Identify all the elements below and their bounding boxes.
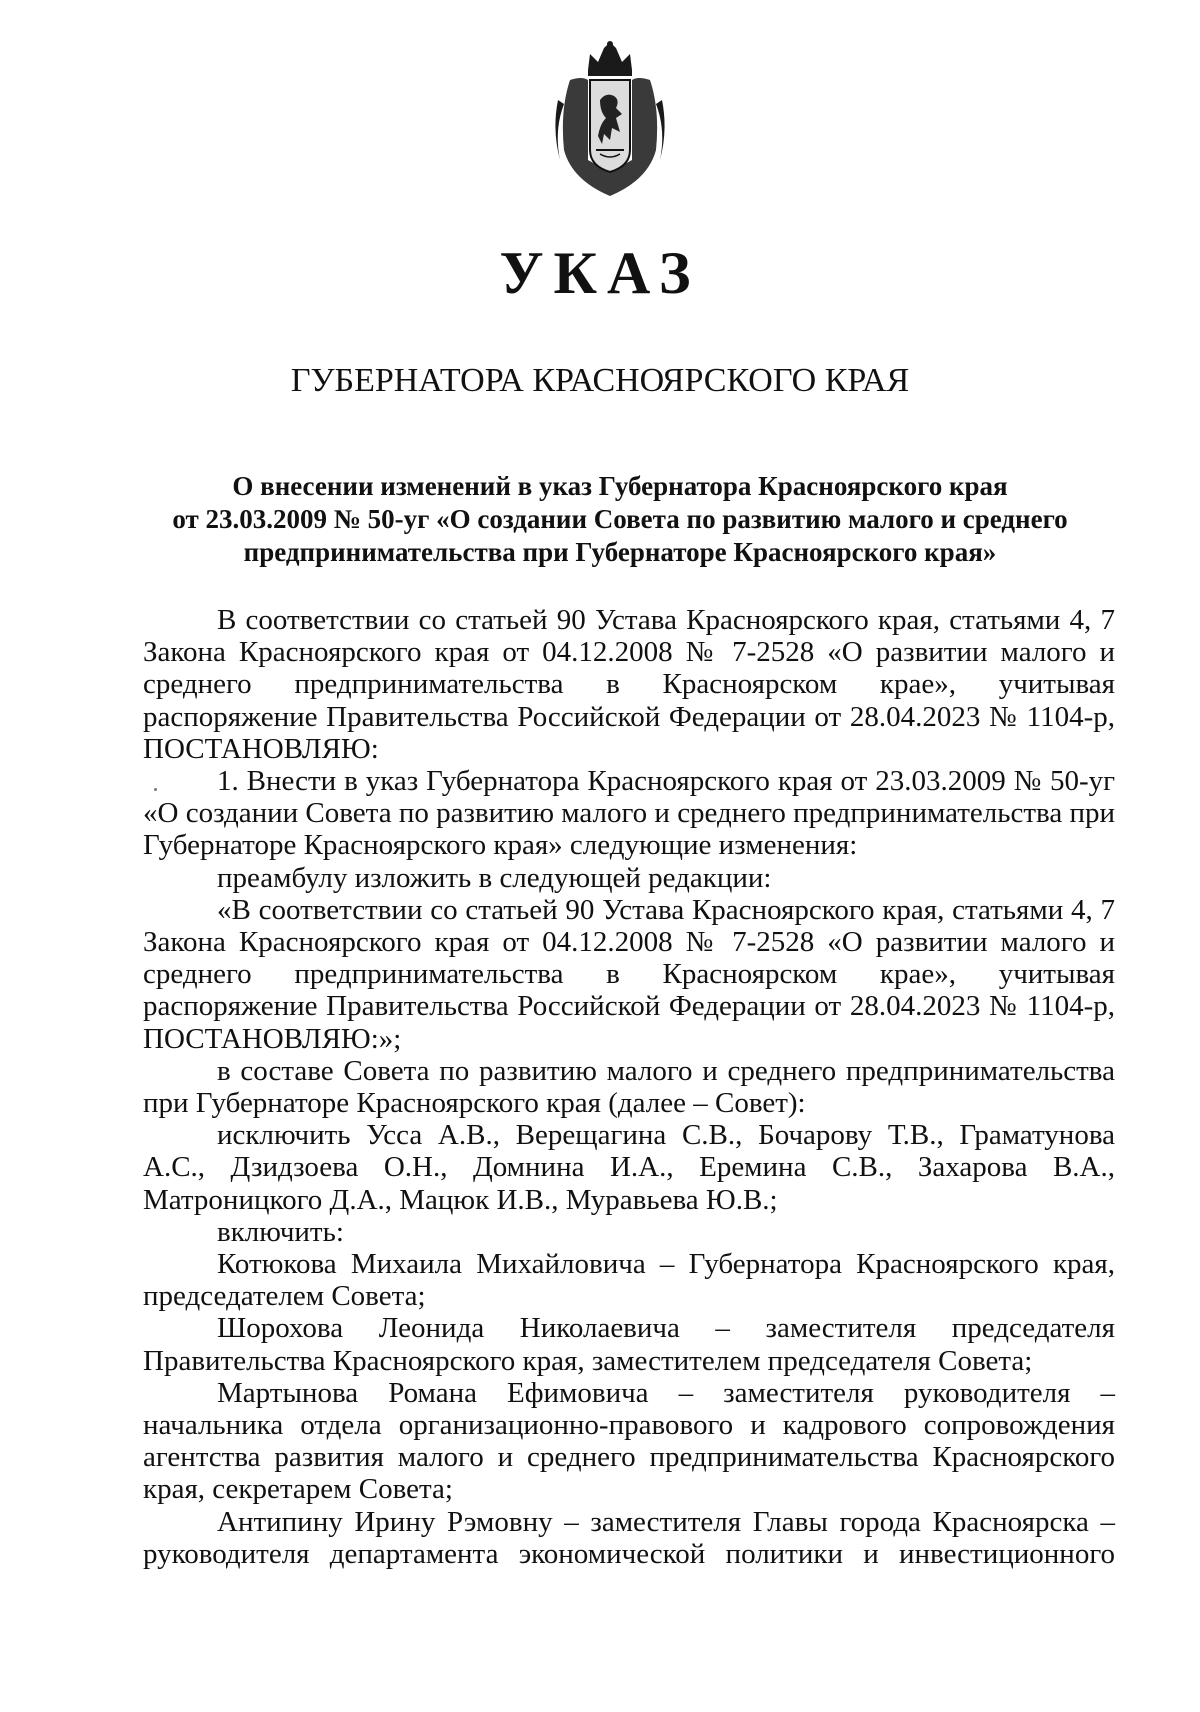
body-paragraph: преамбулу изложить в следующей редакции: <box>217 861 772 894</box>
body-paragraph: Котюкова Михаила Михайловича – Губернатора Красноярского края, председателем Совета; <box>143 1248 1115 1313</box>
body-paragraph: Антипину Ирину Рэмовну – заместителя Главы города Красноярска – руководителя департамента экономической политики и инвестиционного <box>143 1505 1115 1570</box>
decree-heading <box>130 470 1110 569</box>
coat-of-arms-icon <box>550 40 670 200</box>
document-subtitle: ГУБЕРНАТОРА КРАСНОЯРСКОГО КРАЯ <box>290 362 910 399</box>
body-paragraph: ПОСТАНОВЛЯЮ:»; <box>143 1022 402 1055</box>
body-paragraph: «В соответствии со статьей 90 Устава Красноярского края, статьями 4, 7 Закона Красноярского края от 04.12.2008 № 7-2528 «О развитии малого и среднего предпринимательства в Красноярском крае», учитывая распоряжение Правительства Российской Федерации от 28.04.2023 № 1104-р, <box>143 893 1115 1023</box>
document-title: УКАЗ <box>499 240 701 306</box>
body-paragraph: в составе Совета по развитию малого и среднего предпринимательства при Губернаторе Красноярского края (далее – Совет): <box>143 1054 1115 1120</box>
heading-line: от 23.03.2009 № 50-уг «О создании Совета по развитию малого и среднего <box>172 504 1068 534</box>
body-paragraph: Шорохова Леонида Николаевича – заместителя председателя Правительства Красноярского края, заместителем председателя Совета; <box>143 1312 1115 1377</box>
heading-line: О внесении изменений в указ Губернатора Красноярского края <box>232 471 1008 501</box>
body-paragraph: Мартынова Романа Ефимовича – заместителя руководителя – начальника отдела организационно-правового и кадрового сопровождения агентства развития малого и среднего предпринимательства Красноярского края, секретарем Совета; <box>143 1376 1115 1506</box>
body-paragraph: В соответствии со статьей 90 Устава Красноярского края, статьями 4, 7 Закона Красноярского края от 04.12.2008 № 7-2528 «О развитии малого и среднего предпринимательства в Красноярском крае», учитывая распоряжение Правительства Российской Федерации от 28.04.2023 № 1104-р, <box>143 604 1115 733</box>
body-paragraph: исключить Усса А.В., Верещагина С.В., Бочарову Т.В., Граматунова А.С., Дзидзоева О.Н., Домнина И.А., Еремина С.В., Захарова В.А., Матроницкого Д.А., Мацюк И.В., Муравьева Ю.В.; <box>143 1119 1115 1216</box>
body-paragraph: 1. Внести в указ Губернатора Красноярского края от 23.03.2009 № 50-уг «О создании Совета по развитию малого и среднего предпринимательства при Губернаторе Красноярского края» следующие изменения: <box>143 765 1115 862</box>
decree-body <box>143 604 1115 1570</box>
heading-line: предпринимательства при Губернаторе Красноярского края» <box>243 537 997 567</box>
body-paragraph: ПОСТАНОВЛЯЮ: <box>143 732 379 765</box>
body-paragraph: включить: <box>217 1215 344 1248</box>
